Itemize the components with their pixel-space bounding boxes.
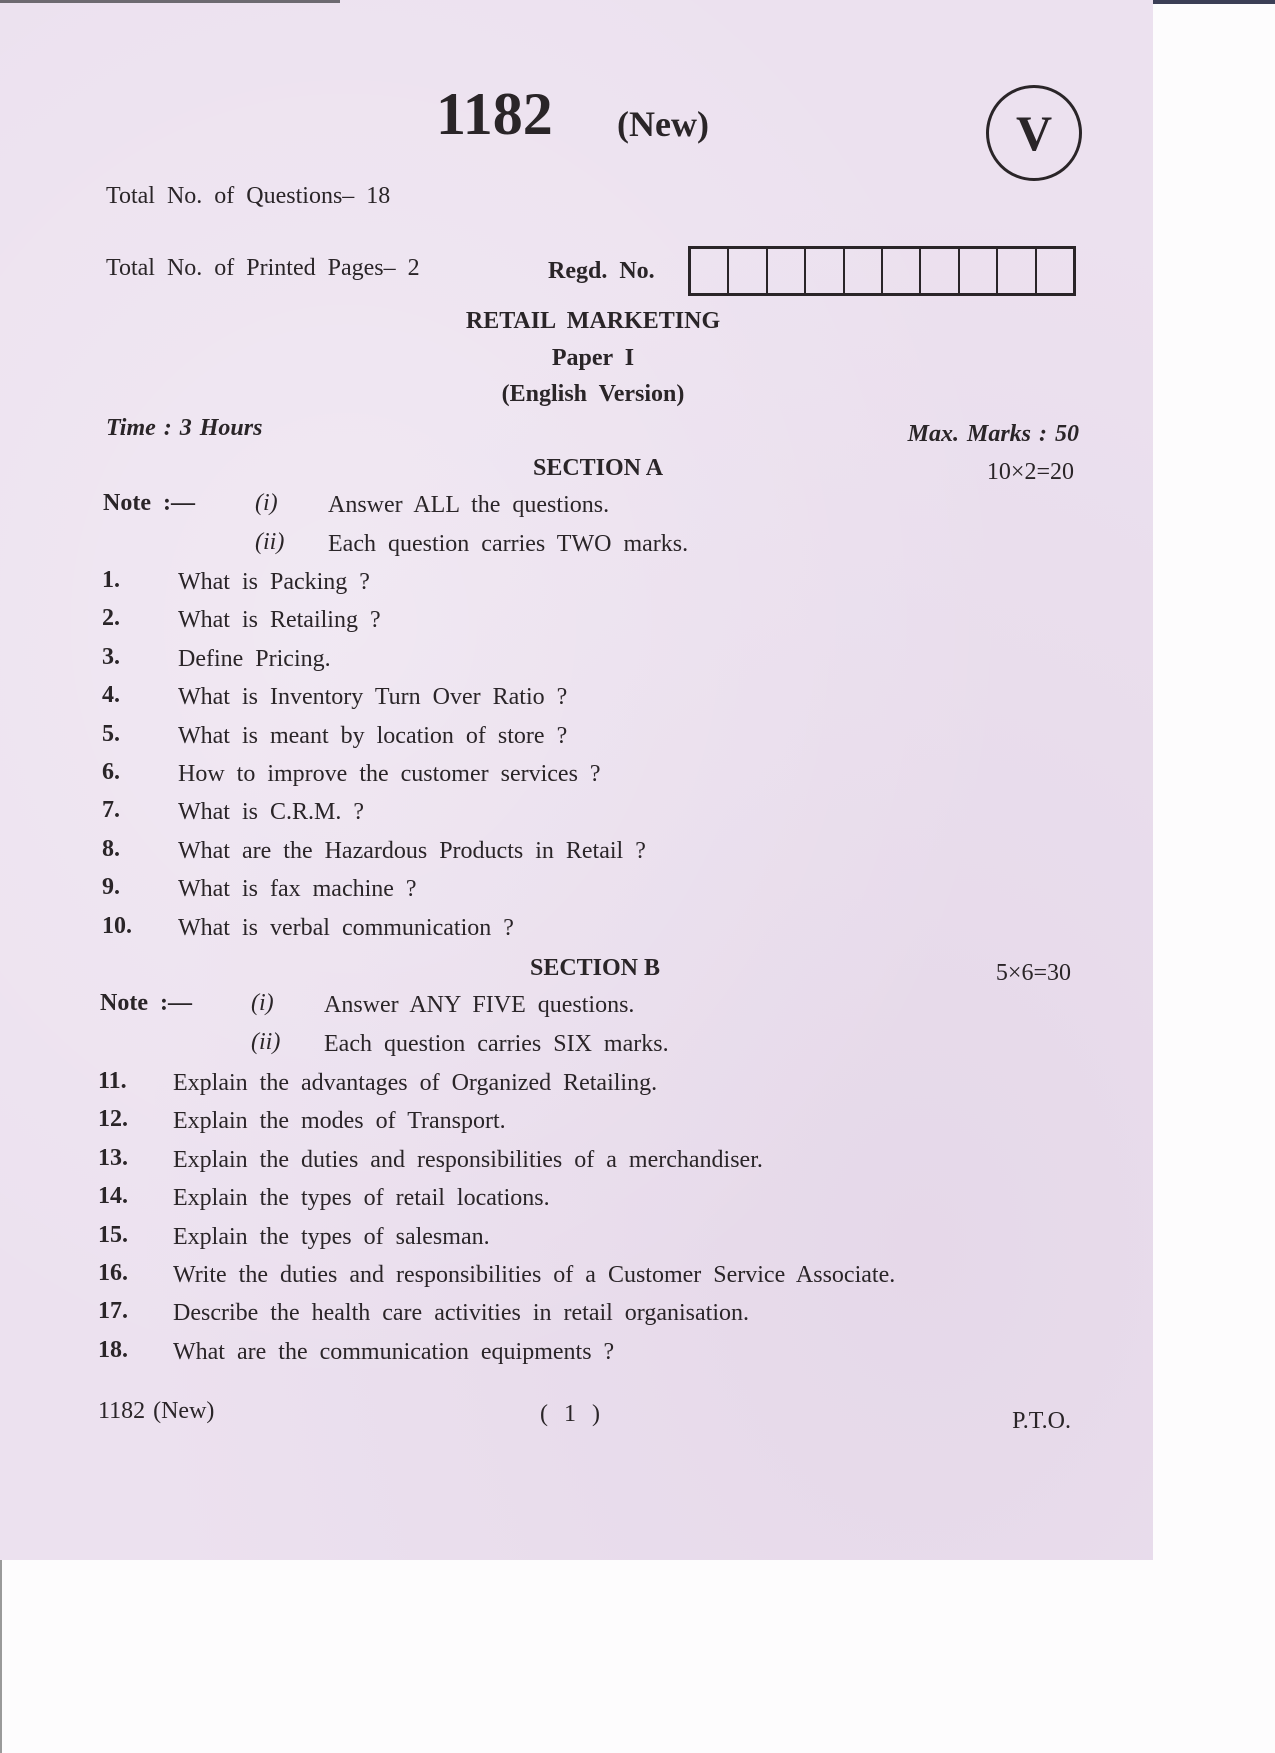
question-text: Describe the health care activities in retail organisation. bbox=[173, 1300, 750, 1327]
regd-digit-box[interactable] bbox=[691, 249, 729, 293]
scan-edge-left bbox=[0, 1560, 2, 1753]
question-number: 5. bbox=[102, 720, 120, 747]
paper-code: 1182 bbox=[436, 81, 553, 147]
regd-number-boxes[interactable] bbox=[688, 246, 1076, 296]
question-text: Explain the types of salesman. bbox=[173, 1223, 490, 1250]
question-text: What is fax machine ? bbox=[178, 876, 417, 903]
note-number: (i) bbox=[251, 990, 274, 1016]
question-text: Explain the modes of Transport. bbox=[173, 1108, 506, 1135]
regd-digit-box[interactable] bbox=[1037, 249, 1073, 293]
time-allowed: Time : 3 Hours bbox=[106, 415, 263, 441]
question-number: 4. bbox=[102, 682, 120, 709]
note-label: Note :— bbox=[103, 490, 195, 516]
question-number: 2. bbox=[102, 605, 120, 632]
note-text: Each question carries TWO marks. bbox=[328, 531, 689, 557]
paper-variant: (New) bbox=[617, 104, 709, 144]
question-number: 15. bbox=[98, 1221, 128, 1248]
question-number: 3. bbox=[102, 643, 120, 670]
page-number: ( 1 ) bbox=[540, 1401, 600, 1427]
section-a-marks: 10×2=20 bbox=[986, 459, 1074, 485]
regd-digit-box[interactable] bbox=[883, 249, 921, 293]
version: (English Version) bbox=[501, 381, 685, 407]
note-text: Each question carries SIX marks. bbox=[324, 1031, 669, 1057]
question-text: What are the Hazardous Products in Retail ? bbox=[178, 837, 646, 864]
question-number: 7. bbox=[102, 797, 120, 824]
question-text: What is verbal communication ? bbox=[178, 914, 514, 941]
paper-number: Paper I bbox=[551, 345, 635, 371]
pto: P.T.O. bbox=[1012, 1408, 1071, 1434]
question-number: 13. bbox=[98, 1144, 128, 1171]
total-questions: Total No. of Questions– 18 bbox=[106, 183, 391, 209]
section-a-title: SECTION A bbox=[532, 455, 664, 481]
printed-pages: Total No. of Printed Pages– 2 bbox=[106, 255, 420, 281]
question-text: What is C.R.M. ? bbox=[178, 799, 364, 826]
question-number: 9. bbox=[102, 874, 120, 901]
question-text: What is Retailing ? bbox=[178, 607, 381, 634]
max-marks: Max. Marks : 50 bbox=[907, 421, 1079, 447]
section-b-title: SECTION B bbox=[529, 955, 661, 981]
question-text: Define Pricing. bbox=[178, 645, 331, 672]
question-text: What is Packing ? bbox=[178, 569, 370, 595]
question-number: 6. bbox=[102, 759, 120, 785]
scan-edge-corner bbox=[1153, 0, 1275, 4]
set-letter-circle bbox=[986, 85, 1082, 181]
regd-digit-box[interactable] bbox=[768, 249, 806, 293]
question-number: 1. bbox=[102, 567, 120, 593]
note-number: (i) bbox=[255, 490, 278, 516]
scan-edge-top bbox=[0, 0, 340, 3]
question-number: 11. bbox=[98, 1068, 127, 1094]
regd-digit-box[interactable] bbox=[960, 249, 998, 293]
subject-title: RETAIL MARKETING bbox=[465, 308, 721, 334]
question-number: 12. bbox=[98, 1106, 128, 1133]
note-text: Answer ANY FIVE questions. bbox=[324, 992, 635, 1018]
regd-digit-box[interactable] bbox=[806, 249, 844, 293]
set-letter: V bbox=[1015, 105, 1053, 161]
question-text: Explain the types of retail locations. bbox=[173, 1185, 550, 1212]
regd-digit-box[interactable] bbox=[845, 249, 883, 293]
question-text: What is Inventory Turn Over Ratio ? bbox=[178, 684, 568, 711]
question-number: 18. bbox=[98, 1336, 128, 1363]
question-text: Explain the duties and responsibilities of a merchandiser. bbox=[173, 1146, 763, 1173]
question-number: 16. bbox=[98, 1260, 128, 1286]
regd-digit-box[interactable] bbox=[998, 249, 1036, 293]
question-text: Explain the advantages of Organized Retailing. bbox=[173, 1070, 658, 1096]
question-text: What are the communication equipments ? bbox=[173, 1338, 615, 1365]
note-number: (ii) bbox=[255, 529, 285, 555]
question-text: How to improve the customer services ? bbox=[178, 761, 601, 787]
question-text: What is meant by location of store ? bbox=[178, 722, 568, 749]
regd-label: Regd. No. bbox=[548, 258, 655, 284]
regd-digit-box[interactable] bbox=[729, 249, 767, 293]
section-b-marks: 5×6=30 bbox=[995, 960, 1071, 986]
question-number: 10. bbox=[102, 912, 132, 939]
question-number: 14. bbox=[98, 1183, 128, 1210]
regd-digit-box[interactable] bbox=[921, 249, 959, 293]
question-number: 17. bbox=[98, 1298, 128, 1325]
footer-code: 1182 (New) bbox=[98, 1398, 215, 1424]
question-number: 8. bbox=[102, 835, 120, 862]
note-number: (ii) bbox=[251, 1029, 281, 1055]
note-text: Answer ALL the questions. bbox=[328, 492, 610, 518]
question-text: Write the duties and responsibilities of a Customer Service Associate. bbox=[173, 1262, 896, 1288]
note-label: Note :— bbox=[100, 990, 192, 1016]
